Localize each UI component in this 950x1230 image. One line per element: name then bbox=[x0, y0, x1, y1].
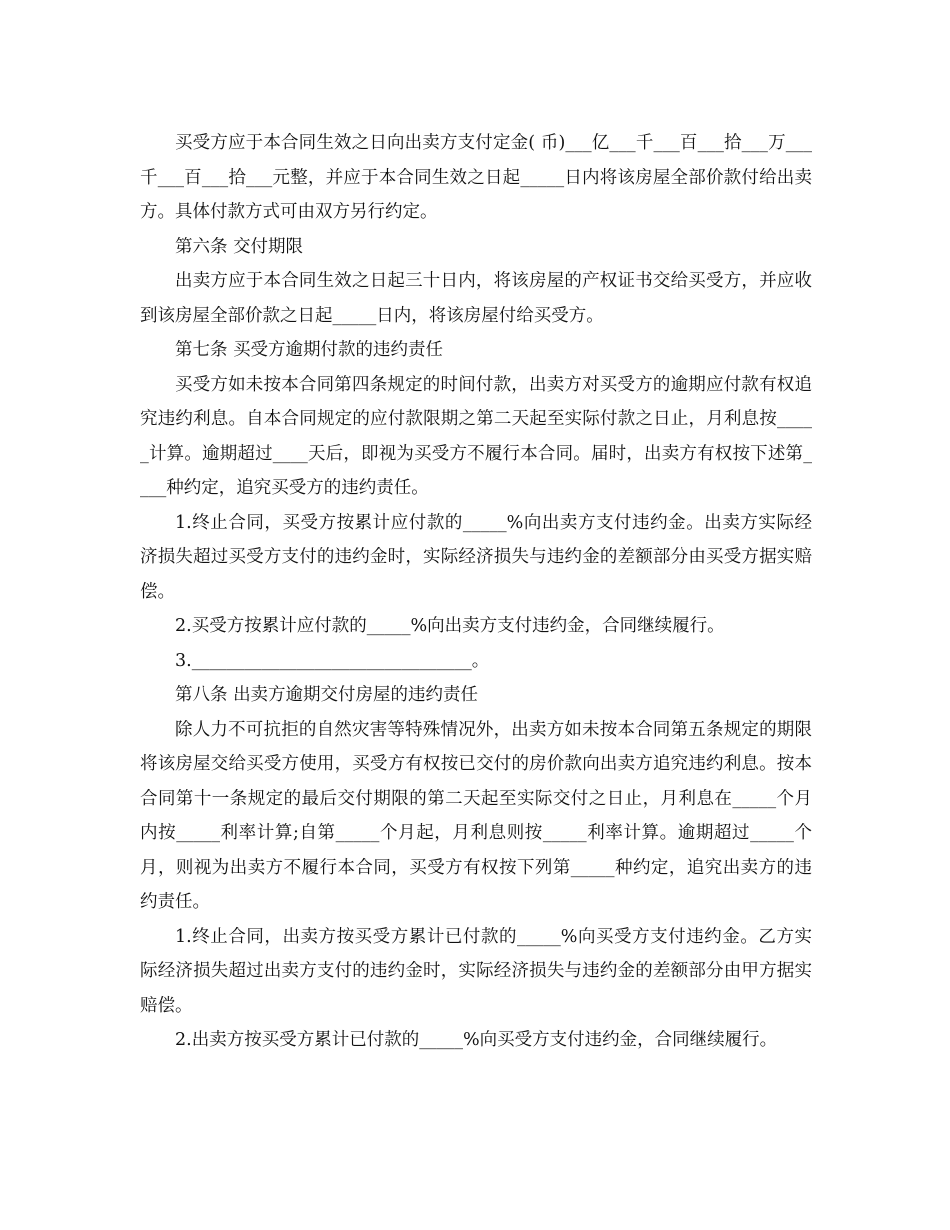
heading-article-7: 第七条 买受方逾期付款的违约责任 bbox=[175, 340, 444, 360]
paragraph-seller-option-1: 1.终止合同，出卖方按买受方累计已付款的_____%向买受方支付违约金。乙方实际经济损失超过出卖方支付的违约金时，实际经济损失与违约金的差额部分由甲方据实赔偿。 bbox=[140, 926, 812, 1016]
paragraph-seller-option-2: 2.出卖方按买受方累计已付款的_____%向买受方支付违约金，合同继续履行。 bbox=[175, 1030, 778, 1050]
paragraph-buyer-option-1: 1.终止合同，买受方按累计应付款的_____%向出卖方支付违约金。出卖方实际经济损失超过买受方支付的违约金时，实际经济损失与违约金的差额部分由买受方据实赔偿。 bbox=[140, 512, 812, 602]
heading-article-8: 第八条 出卖方逾期交付房屋的违约责任 bbox=[175, 685, 479, 705]
paragraph-buyer-late-payment: 买受方如未按本合同第四条规定的时间付款，出卖方对买受方的逾期应付款有权追究违约利息。自本合同规定的应付款限期之第二天起至实际付款之日止，月利息按_____计算。逾期超过____天后，即视为买受方不履行本合同。届时，出卖方有权按下述第____种约定，追究买受方的违约责任。 bbox=[140, 374, 812, 498]
paragraph-seller-late-delivery: 除人力不可抗拒的自然灾害等特殊情况外，出卖方如未按本合同第五条规定的期限将该房屋交给买受方使用，买受方有权按已交付的房价款向出卖方追究违约利息。按本合同第十一条规定的最后交付期限的第二天起至实际交付之日止，月利息在_____个月内按_____利率计算;自第_____个月起，月利息则按_____利率计算。逾期超过_____个月，则视为出卖方不履行本合同，买受方有权按下列第_____种约定，追究出卖方的违约责任。 bbox=[140, 719, 812, 912]
paragraph-buyer-option-2: 2.买受方按累计应付款的_____%向出卖方支付违约金，合同继续履行。 bbox=[175, 616, 725, 636]
heading-article-6: 第六条 交付期限 bbox=[175, 236, 304, 257]
document-page bbox=[140, 126, 812, 1058]
paragraph-delivery-term: 出卖方应于本合同生效之日起三十日内，将该房屋的产权证书交给买受方，并应收到该房屋全部价款之日起_____日内，将该房屋付给买受方。 bbox=[140, 271, 812, 326]
paragraph-deposit-payment: 买受方应于本合同生效之日向出卖方支付定金( 币)___亿___千___百___拾___万___千___百___拾___元整，并应于本合同生效之日起_____日内将该房屋全部价款付给出卖方。具体付款方式可由双方另行约定。 bbox=[140, 133, 812, 222]
paragraph-buyer-option-3: 3.________________________________。 bbox=[175, 650, 490, 671]
